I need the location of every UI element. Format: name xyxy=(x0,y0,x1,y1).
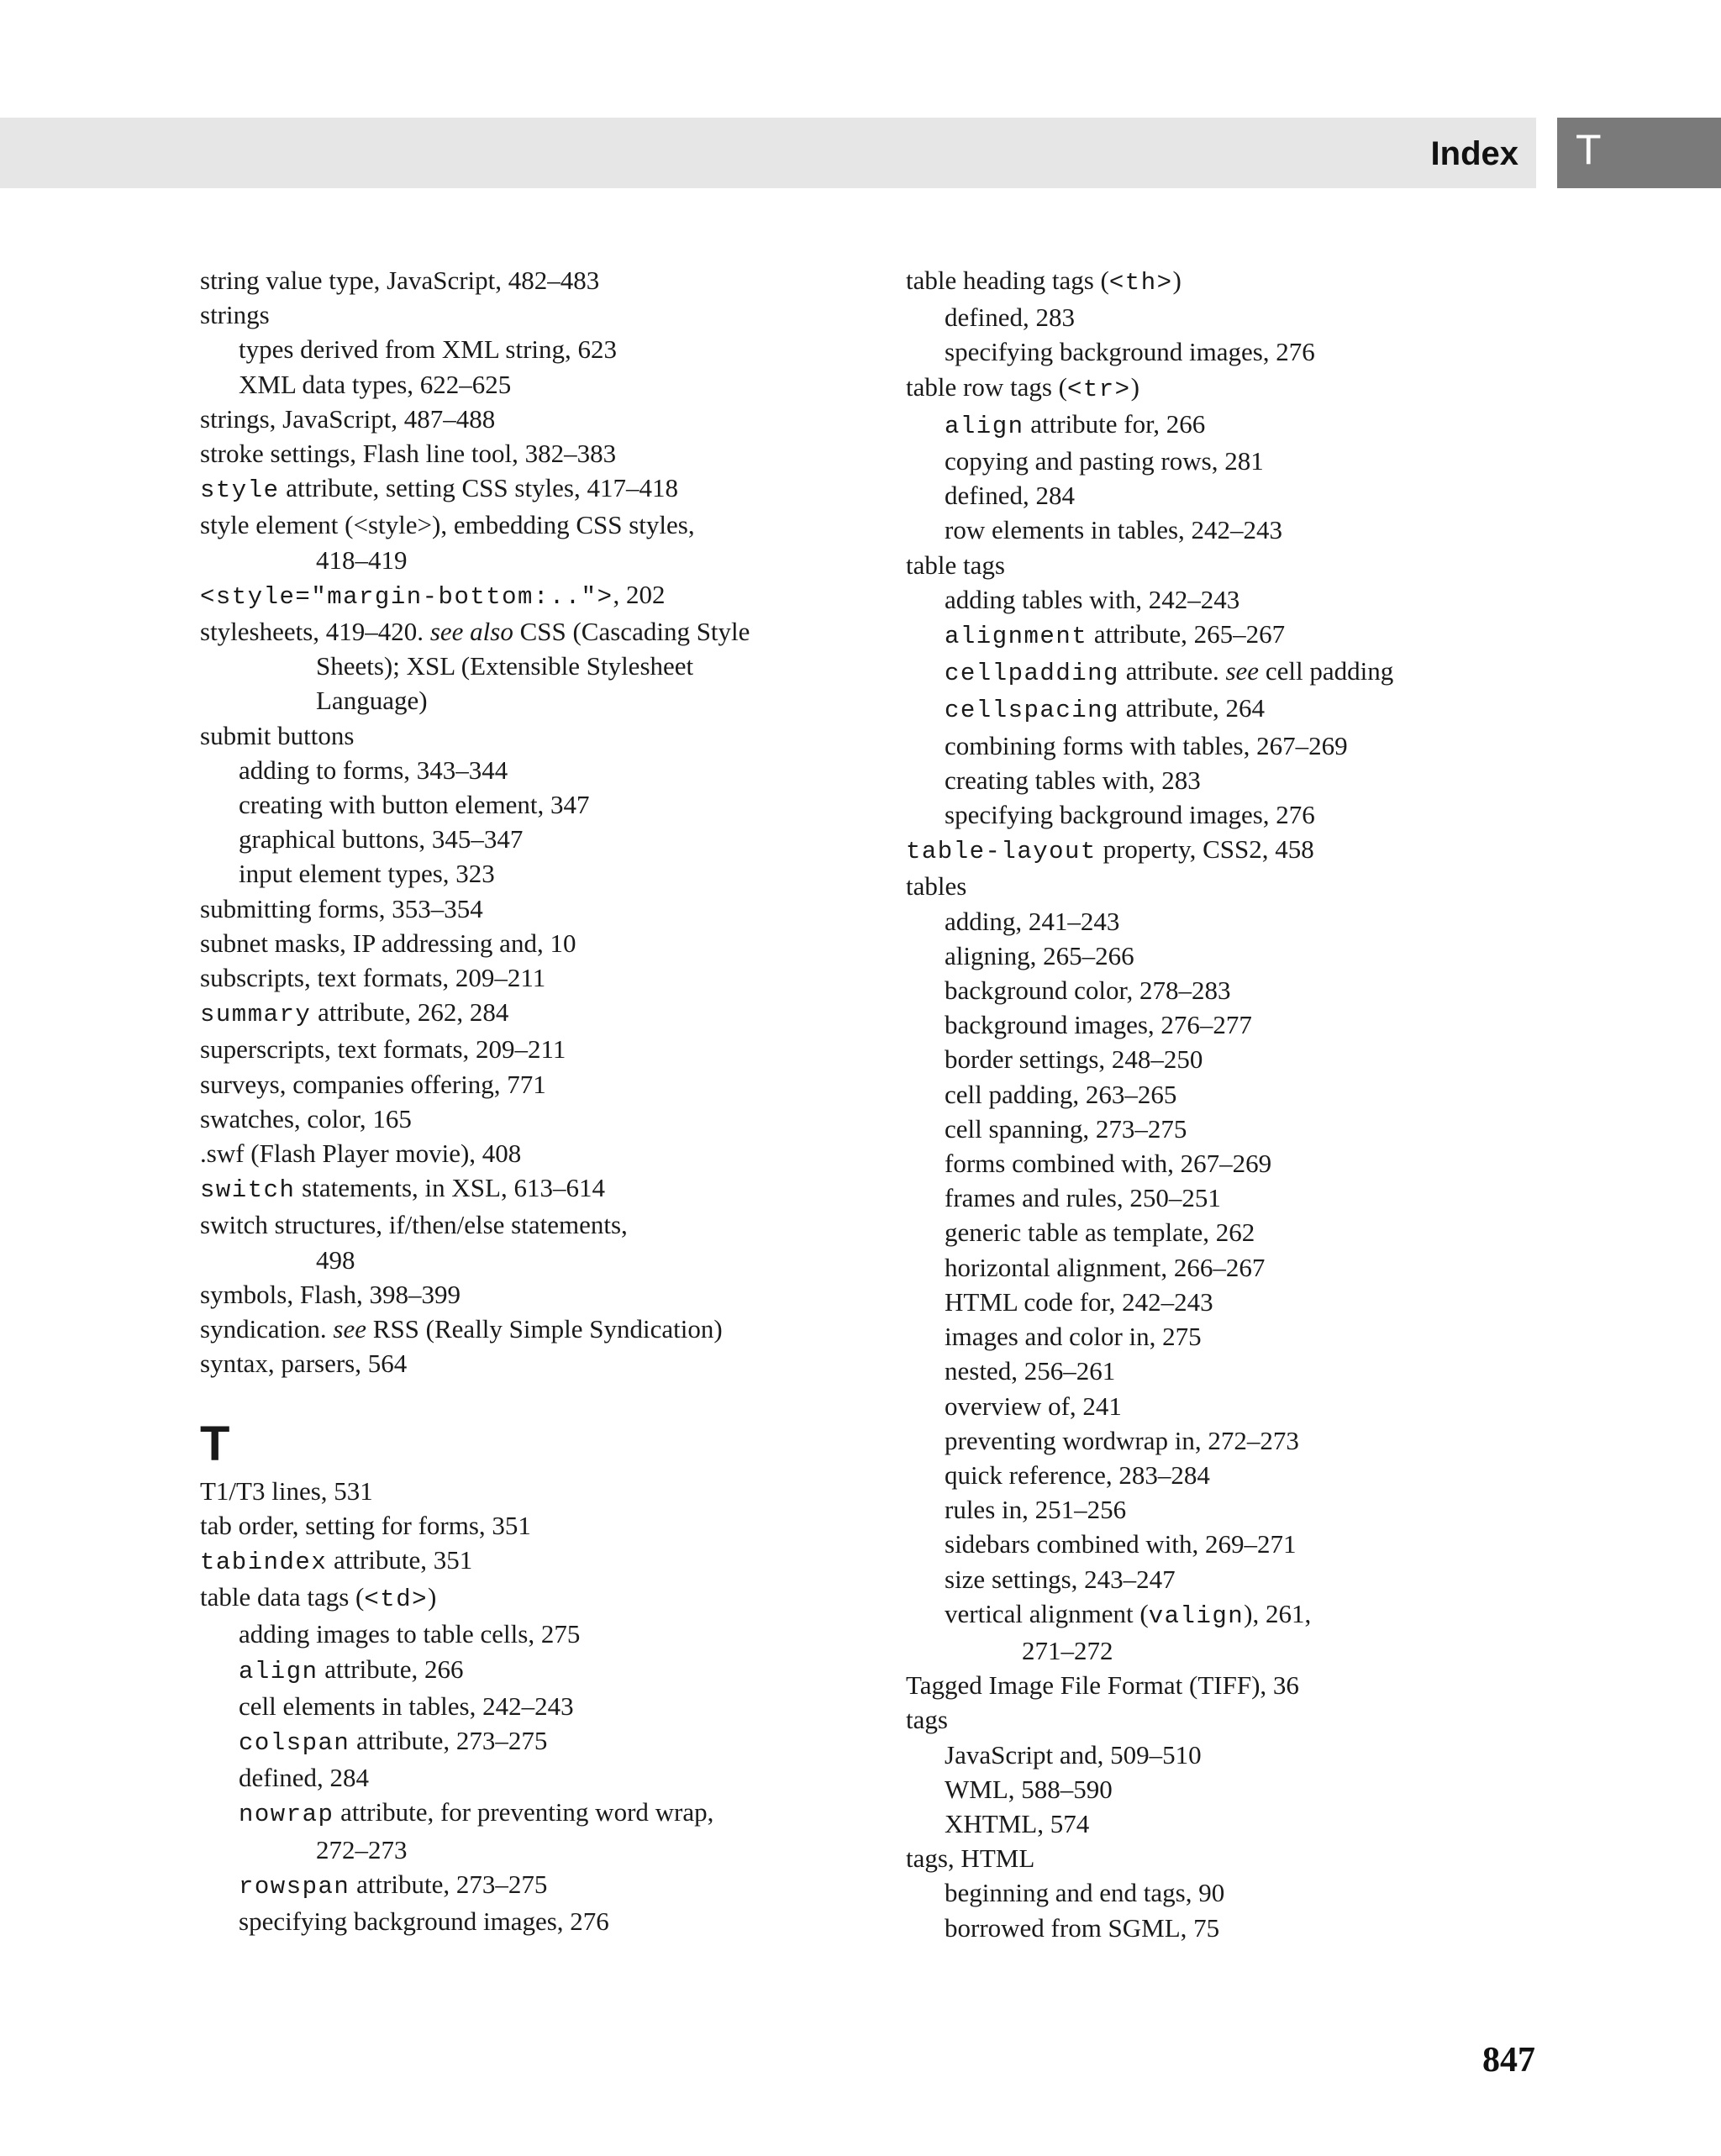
see-reference: see also xyxy=(429,617,513,647)
index-subentry: adding tables with, 242–243 xyxy=(945,584,1240,614)
entry-text: attribute, 266 xyxy=(318,1654,464,1684)
index-entry xyxy=(200,1580,889,1617)
entry-text: ) xyxy=(1130,371,1139,402)
entry-text: , 202 xyxy=(613,579,666,609)
index-subentry: creating tables with, 283 xyxy=(945,765,1201,795)
index-entry: swatches, color, 165 xyxy=(200,1103,412,1133)
index-subentry: defined, 283 xyxy=(945,302,1075,333)
index-entry: submitting forms, 353–354 xyxy=(200,893,483,923)
index-entry: switch structures, if/then/else statements, xyxy=(200,1210,628,1240)
index-subentry: preventing wordwrap in, 272–273 xyxy=(945,1425,1299,1455)
index-subentry: specifying background images, 276 xyxy=(239,1906,609,1936)
code-term: rowspan xyxy=(239,1872,350,1901)
entry-text: attribute, 264 xyxy=(1118,693,1265,723)
index-subentry: images and color in, 275 xyxy=(945,1322,1202,1352)
index-subentry: forms combined with, 267–269 xyxy=(945,1149,1272,1179)
index-subentry: XML data types, 622–625 xyxy=(239,369,512,399)
entry-text: table row tags ( xyxy=(906,371,1067,402)
entry-text: attribute, 273–275 xyxy=(350,1869,548,1899)
entry-text: table data tags ( xyxy=(200,1582,365,1612)
index-subentry: copying and pasting rows, 281 xyxy=(945,446,1264,476)
index-entry: surveys, companies offering, 771 xyxy=(200,1069,546,1099)
see-reference: see xyxy=(1225,656,1260,686)
index-entry: tags xyxy=(906,1705,948,1735)
entry-text: statements, in XSL, 613–614 xyxy=(295,1173,605,1203)
index-subentry: cell elements in tables, 242–243 xyxy=(239,1691,574,1721)
index-column-left xyxy=(200,263,889,1938)
see-reference: see xyxy=(333,1314,367,1344)
index-entry: .swf (Flash Player movie), 408 xyxy=(200,1138,522,1169)
running-header-title: Index xyxy=(1430,135,1518,172)
code-term: <td> xyxy=(364,1585,429,1614)
code-term: style xyxy=(200,476,280,505)
index-subentry: WML, 588–590 xyxy=(945,1774,1113,1804)
index-subentry: rules in, 251–256 xyxy=(945,1495,1127,1525)
entry-text: attribute, 265–267 xyxy=(1087,619,1286,649)
index-column-right xyxy=(906,263,1662,1945)
code-term: switch xyxy=(200,1176,296,1205)
index-subentry: sidebars combined with, 269–271 xyxy=(945,1529,1297,1559)
index-subentry: input element types, 323 xyxy=(239,859,495,889)
index-subentry: cell spanning, 273–275 xyxy=(945,1113,1187,1144)
index-subentry xyxy=(906,654,1662,691)
index-subentry xyxy=(200,1867,889,1904)
index-entry: superscripts, text formats, 209–211 xyxy=(200,1034,566,1065)
index-subentry: size settings, 243–247 xyxy=(945,1564,1176,1594)
entry-text: cell padding xyxy=(1259,656,1394,686)
index-entry-continuation: 418–419 xyxy=(316,544,408,575)
index-subentry: border settings, 248–250 xyxy=(945,1044,1203,1075)
index-subentry: creating with button element, 347 xyxy=(239,790,590,820)
index-entry xyxy=(200,1543,889,1580)
index-entry xyxy=(200,471,889,507)
index-subentry: generic table as template, 262 xyxy=(945,1217,1255,1248)
index-entry: stroke settings, Flash line tool, 382–383 xyxy=(200,439,617,469)
section-letter-tab-label: T xyxy=(1576,126,1602,173)
index-subentry: JavaScript and, 509–510 xyxy=(945,1739,1202,1769)
section-heading-t: T xyxy=(200,1416,230,1471)
entry-text: attribute, 262, 284 xyxy=(311,997,509,1028)
index-subentry xyxy=(906,1596,1662,1633)
index-entry: strings xyxy=(200,300,270,330)
index-entry: Tagged Image File Format (TIFF), 36 xyxy=(906,1670,1299,1701)
index-entry-continuation: Language) xyxy=(316,686,428,716)
index-subentry: frames and rules, 250–251 xyxy=(945,1183,1221,1213)
code-term: valign xyxy=(1148,1601,1245,1630)
index-subentry: background color, 278–283 xyxy=(945,975,1231,1006)
index-subentry: cell padding, 263–265 xyxy=(945,1079,1177,1109)
index-entry xyxy=(200,1170,889,1207)
index-subentry: quick reference, 283–284 xyxy=(945,1459,1210,1490)
code-term: align xyxy=(239,1657,318,1685)
entry-text: attribute, for preventing word wrap, xyxy=(334,1797,714,1827)
code-term: summary xyxy=(200,1001,312,1029)
index-entry xyxy=(200,1312,889,1346)
code-term: nowrap xyxy=(239,1801,334,1829)
index-entry: tables xyxy=(906,871,967,902)
index-subentry: combining forms with tables, 267–269 xyxy=(945,730,1348,760)
entry-text: ) xyxy=(1172,266,1182,295)
entry-text: attribute, setting CSS styles, 417–418 xyxy=(279,473,678,503)
code-term: table-layout xyxy=(906,838,1097,866)
index-entry: tab order, setting for forms, 351 xyxy=(200,1510,531,1540)
index-subentry: adding images to table cells, 275 xyxy=(239,1619,581,1649)
index-subentry: specifying background images, 276 xyxy=(945,337,1315,367)
index-entry: string value type, JavaScript, 482–483 xyxy=(200,266,600,295)
index-entry xyxy=(200,614,889,649)
code-term: cellpadding xyxy=(945,660,1119,688)
index-entry-continuation: 271–272 xyxy=(1022,1635,1113,1665)
index-subentry: defined, 284 xyxy=(945,481,1075,511)
index-entry: strings, JavaScript, 487–488 xyxy=(200,403,496,434)
index-entry xyxy=(200,577,889,614)
entry-text: attribute. xyxy=(1118,656,1226,686)
page-number: 847 xyxy=(1482,2041,1535,2080)
entry-text: table heading tags ( xyxy=(906,266,1109,295)
code-term: tabindex xyxy=(200,1548,328,1576)
index-entry xyxy=(906,832,1662,869)
entry-text: syndication. xyxy=(200,1314,334,1344)
index-entry: symbols, Flash, 398–399 xyxy=(200,1279,461,1309)
index-subentry: defined, 284 xyxy=(239,1763,369,1793)
entry-text: vertical alignment ( xyxy=(945,1598,1149,1628)
index-entry: table tags xyxy=(906,550,1005,580)
index-entry-continuation: 498 xyxy=(316,1244,355,1275)
code-term: align xyxy=(945,412,1024,440)
index-entry-continuation: 272–273 xyxy=(316,1834,408,1864)
code-term: alignment xyxy=(945,623,1088,651)
code-term: <style="margin-bottom:.."> xyxy=(200,582,613,611)
section-letter-tab xyxy=(1557,118,1721,188)
entry-text: ) xyxy=(428,1582,437,1612)
index-entry: submit buttons xyxy=(200,720,355,750)
index-subentry: specifying background images, 276 xyxy=(945,800,1315,830)
index-entry xyxy=(906,370,1662,407)
index-entry: tags, HTML xyxy=(906,1843,1035,1874)
entry-text: stylesheets, 419–420. xyxy=(200,617,430,647)
index-subentry: XHTML, 574 xyxy=(945,1808,1090,1838)
code-term: cellspacing xyxy=(945,697,1119,725)
index-entry-continuation: Sheets); XSL (Extensible Stylesheet xyxy=(316,651,694,681)
index-subentry: graphical buttons, 345–347 xyxy=(239,824,524,855)
index-subentry xyxy=(200,1723,889,1760)
index-entry: syntax, parsers, 564 xyxy=(200,1349,408,1379)
entry-text: attribute, 351 xyxy=(327,1544,473,1575)
index-subentry: overview of, 241 xyxy=(945,1391,1122,1421)
index-entry xyxy=(906,263,1662,300)
entry-text: property, CSS2, 458 xyxy=(1096,834,1314,865)
index-entry: T1/T3 lines, 531 xyxy=(200,1475,373,1506)
index-subentry: HTML code for, 242–243 xyxy=(945,1286,1213,1317)
index-subentry xyxy=(906,691,1662,728)
code-term: <tr> xyxy=(1066,375,1131,403)
entry-text: ), 261, xyxy=(1244,1598,1312,1628)
code-term: colspan xyxy=(239,1728,350,1757)
index-entry: subscripts, text formats, 209–211 xyxy=(200,963,546,993)
index-subentry: nested, 256–261 xyxy=(945,1356,1116,1386)
index-subentry xyxy=(200,1652,889,1689)
index-subentry: types derived from XML string, 623 xyxy=(239,334,617,365)
running-header-band xyxy=(0,118,1536,188)
index-subentry: horizontal alignment, 266–267 xyxy=(945,1252,1266,1282)
entry-text: RSS (Really Simple Syndication) xyxy=(366,1314,723,1344)
index-subentry: borrowed from SGML, 75 xyxy=(945,1912,1220,1943)
index-subentry: row elements in tables, 242–243 xyxy=(945,515,1283,545)
code-term: <th> xyxy=(1108,269,1173,297)
index-subentry xyxy=(906,407,1662,444)
entry-text: CSS (Cascading Style xyxy=(513,617,750,647)
index-subentry xyxy=(200,1795,889,1832)
index-subentry: adding to forms, 343–344 xyxy=(239,755,508,785)
entry-text: attribute for, 266 xyxy=(1024,408,1206,439)
index-entry: style element (<style>), embedding CSS styles, xyxy=(200,510,695,540)
entry-text: attribute, 273–275 xyxy=(350,1725,548,1755)
index-subentry: aligning, 265–266 xyxy=(945,940,1134,970)
index-subentry: beginning and end tags, 90 xyxy=(945,1878,1225,1908)
index-subentry: background images, 276–277 xyxy=(945,1010,1252,1040)
index-entry xyxy=(200,995,889,1032)
index-entry: subnet masks, IP addressing and, 10 xyxy=(200,928,576,958)
index-subentry: adding, 241–243 xyxy=(945,906,1120,936)
index-subentry xyxy=(906,617,1662,654)
